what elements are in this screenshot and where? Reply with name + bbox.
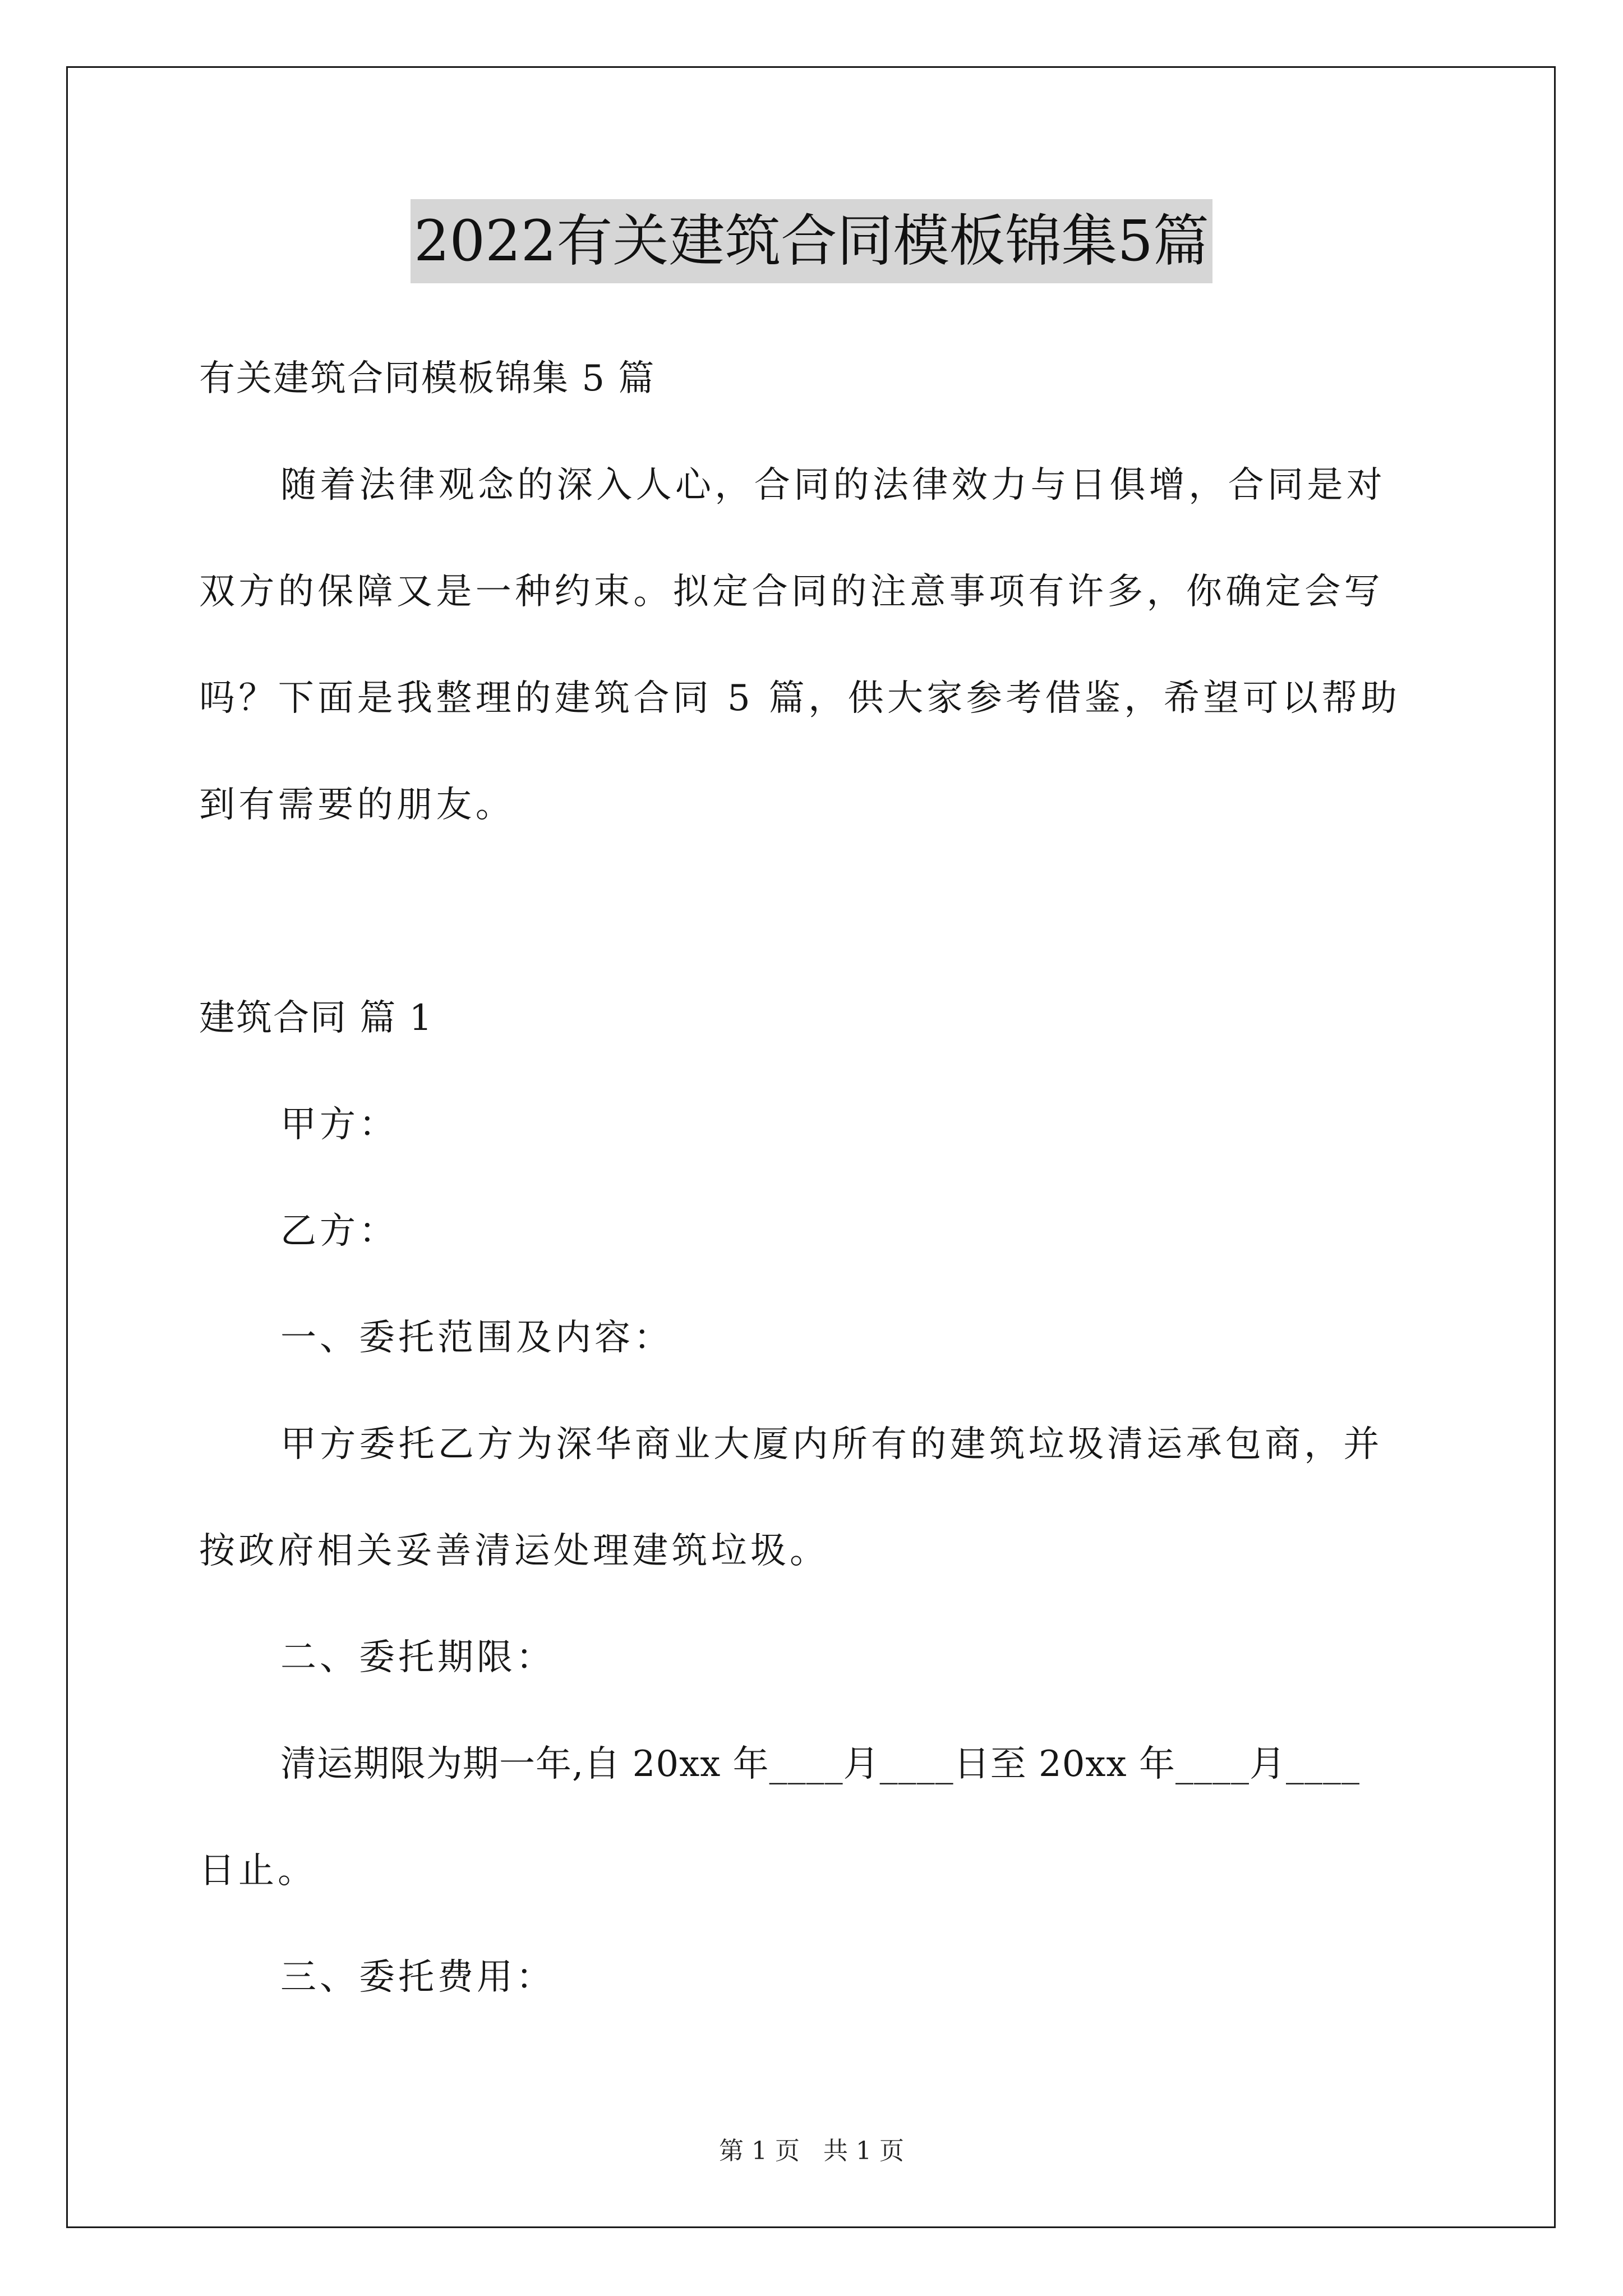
page-footer [0,2134,1623,2168]
intro-line-3: 吗？下面是我整理的建筑合同 5 篇，供大家参考借鉴，希望可以帮助 [199,678,1401,719]
party-b-label: 乙方： [280,1211,398,1252]
clause-2-heading: 二、委托期限： [280,1637,555,1678]
clause-3-heading: 三、委托费用： [280,1957,555,1998]
document-title: 2022有关建筑合同模板锦集5篇 [411,199,1212,283]
section-heading: 建筑合同 篇 1 [199,997,434,1039]
clause-2-line-1: 清运期限为期一年,自 20xx 年____月____日至 20xx 年____月____ [280,1743,1360,1785]
title-container [0,199,1623,283]
clause-1-line-2: 按政府相关妥善清运处理建筑垃圾。 [199,1530,829,1572]
intro-line-4: 到有需要的朋友。 [199,784,515,826]
intro-line-1: 随着法律观念的深入人心，合同的法律效力与日俱增，合同是对 [280,464,1386,506]
page-number-label: 第 1 页 共 1 页 [719,2137,904,2165]
party-a-label: 甲方： [280,1104,398,1145]
clause-2-line-2: 日止。 [199,1850,317,1892]
intro-line-2: 双方的保障又是一种约束。拟定合同的注意事项有许多，你确定会写 [199,571,1384,613]
clause-1-heading: 一、委托范围及内容： [280,1317,673,1359]
document-subtitle: 有关建筑合同模板锦集 5 篇 [199,358,656,399]
clause-1-line-1: 甲方委托乙方为深华商业大厦内所有的建筑垃圾清运承包商，并 [280,1424,1383,1465]
